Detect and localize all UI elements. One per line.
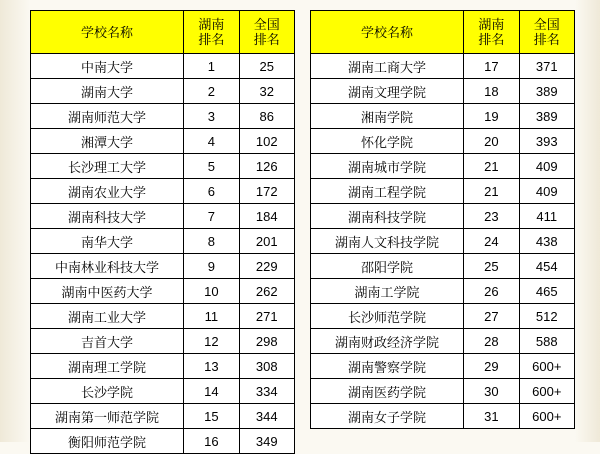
province-rank-cell: 21 — [464, 179, 519, 204]
table-row — [31, 304, 295, 329]
school-name-cell: 湖南农业大学 — [31, 179, 184, 204]
province-rank-cell: 13 — [184, 354, 239, 379]
table-row — [311, 404, 575, 429]
school-name-cell: 长沙理工大学 — [31, 154, 184, 179]
table-row — [31, 254, 295, 279]
province-rank-cell: 31 — [464, 404, 519, 429]
column-header-province-rank — [464, 11, 519, 54]
table-row — [31, 404, 295, 429]
province-rank-cell: 2 — [184, 79, 239, 104]
province-rank-cell: 12 — [184, 329, 239, 354]
column-header-province-rank-line1: 湖南 — [198, 17, 225, 32]
right-ranking-table — [310, 10, 575, 429]
school-name-cell: 中南大学 — [31, 54, 184, 79]
school-name-cell: 怀化学院 — [311, 129, 464, 154]
right-table-body — [311, 54, 575, 429]
left-table-body — [31, 54, 295, 454]
table-row — [311, 204, 575, 229]
school-name-cell: 湖南师范大学 — [31, 104, 184, 129]
school-name-cell: 湖南工程学院 — [311, 179, 464, 204]
national-rank-cell: 334 — [239, 379, 294, 404]
national-rank-cell: 411 — [519, 204, 574, 229]
school-name-cell: 湖南科技学院 — [311, 204, 464, 229]
province-rank-cell: 1 — [184, 54, 239, 79]
national-rank-cell: 600+ — [519, 404, 574, 429]
table-row — [31, 129, 295, 154]
page-left-edge-shading — [0, 0, 30, 442]
national-rank-cell: 271 — [239, 304, 294, 329]
province-rank-cell: 16 — [184, 429, 239, 454]
province-rank-cell: 25 — [464, 254, 519, 279]
table-row — [31, 104, 295, 129]
national-rank-cell: 32 — [239, 79, 294, 104]
province-rank-cell: 11 — [184, 304, 239, 329]
table-row — [311, 179, 575, 204]
province-rank-cell: 3 — [184, 104, 239, 129]
table-row — [31, 79, 295, 104]
national-rank-cell: 184 — [239, 204, 294, 229]
column-header-school-name-line1: 学校名称 — [81, 24, 134, 40]
school-name-cell: 湖南工业大学 — [31, 304, 184, 329]
national-rank-cell: 409 — [519, 179, 574, 204]
column-header-national-rank-line1: 全国 — [253, 17, 280, 32]
school-name-cell: 湖南科技大学 — [31, 204, 184, 229]
school-name-cell: 湖南女子学院 — [311, 404, 464, 429]
table-row — [311, 104, 575, 129]
left-ranking-table — [30, 10, 295, 454]
table-row — [311, 279, 575, 304]
school-name-cell: 衡阳师范学院 — [31, 429, 184, 454]
national-rank-cell: 86 — [239, 104, 294, 129]
national-rank-cell: 588 — [519, 329, 574, 354]
national-rank-cell: 229 — [239, 254, 294, 279]
school-name-cell: 湖南文理学院 — [311, 79, 464, 104]
national-rank-cell: 371 — [519, 54, 574, 79]
province-rank-cell: 14 — [184, 379, 239, 404]
national-rank-cell: 600+ — [519, 379, 574, 404]
province-rank-cell: 7 — [184, 204, 239, 229]
table-row — [311, 54, 575, 79]
column-header-school-name — [31, 11, 184, 54]
province-rank-cell: 17 — [464, 54, 519, 79]
column-header-province-rank-line2: 排名 — [198, 32, 225, 47]
table-row — [31, 354, 295, 379]
school-name-cell: 湖南城市学院 — [311, 154, 464, 179]
school-name-cell: 长沙学院 — [31, 379, 184, 404]
school-name-cell: 湖南中医药大学 — [31, 279, 184, 304]
province-rank-cell: 8 — [184, 229, 239, 254]
column-header-national-rank-line1: 全国 — [533, 17, 560, 32]
province-rank-cell: 20 — [464, 129, 519, 154]
province-rank-cell: 19 — [464, 104, 519, 129]
province-rank-cell: 18 — [464, 79, 519, 104]
table-row — [311, 129, 575, 154]
school-name-cell: 长沙师范学院 — [311, 304, 464, 329]
school-name-cell: 湖南人文科技学院 — [311, 229, 464, 254]
header-row — [31, 11, 295, 54]
national-rank-cell: 454 — [519, 254, 574, 279]
column-header-national-rank-line2: 排名 — [533, 32, 560, 47]
province-rank-cell: 21 — [464, 154, 519, 179]
school-name-cell: 南华大学 — [31, 229, 184, 254]
province-rank-cell: 24 — [464, 229, 519, 254]
school-name-cell: 湖南财政经济学院 — [311, 329, 464, 354]
province-rank-cell: 27 — [464, 304, 519, 329]
table-row — [311, 254, 575, 279]
column-header-national-rank — [519, 11, 574, 54]
national-rank-cell: 393 — [519, 129, 574, 154]
province-rank-cell: 5 — [184, 154, 239, 179]
national-rank-cell: 262 — [239, 279, 294, 304]
column-header-province-rank-line2: 排名 — [478, 32, 505, 47]
national-rank-cell: 172 — [239, 179, 294, 204]
table-row — [311, 379, 575, 404]
left-table-header — [31, 11, 295, 54]
table-row — [311, 154, 575, 179]
table-row — [31, 379, 295, 404]
school-name-cell: 湘潭大学 — [31, 129, 184, 154]
school-name-cell: 湖南警察学院 — [311, 354, 464, 379]
province-rank-cell: 9 — [184, 254, 239, 279]
national-rank-cell: 201 — [239, 229, 294, 254]
table-row — [31, 279, 295, 304]
national-rank-cell: 25 — [239, 54, 294, 79]
province-rank-cell: 28 — [464, 329, 519, 354]
table-row — [311, 354, 575, 379]
school-name-cell: 吉首大学 — [31, 329, 184, 354]
national-rank-cell: 298 — [239, 329, 294, 354]
province-rank-cell: 6 — [184, 179, 239, 204]
national-rank-cell: 389 — [519, 79, 574, 104]
table-row — [311, 79, 575, 104]
school-name-cell: 湖南第一师范学院 — [31, 404, 184, 429]
province-rank-cell: 29 — [464, 354, 519, 379]
table-row — [31, 179, 295, 204]
table-row — [31, 154, 295, 179]
table-row — [31, 204, 295, 229]
left-ranking-table-container — [30, 10, 295, 450]
province-rank-cell: 30 — [464, 379, 519, 404]
national-rank-cell: 308 — [239, 354, 294, 379]
school-name-cell: 湖南理工学院 — [31, 354, 184, 379]
national-rank-cell: 409 — [519, 154, 574, 179]
national-rank-cell: 126 — [239, 154, 294, 179]
province-rank-cell: 10 — [184, 279, 239, 304]
province-rank-cell: 15 — [184, 404, 239, 429]
column-header-province-rank — [184, 11, 239, 54]
national-rank-cell: 465 — [519, 279, 574, 304]
national-rank-cell: 344 — [239, 404, 294, 429]
province-rank-cell: 4 — [184, 129, 239, 154]
national-rank-cell: 389 — [519, 104, 574, 129]
school-name-cell: 中南林业科技大学 — [31, 254, 184, 279]
school-name-cell: 邵阳学院 — [311, 254, 464, 279]
table-row — [311, 304, 575, 329]
right-table-header — [311, 11, 575, 54]
column-header-national-rank — [239, 11, 294, 54]
national-rank-cell: 349 — [239, 429, 294, 454]
column-header-national-rank-line2: 排名 — [253, 32, 280, 47]
table-row — [311, 329, 575, 354]
national-rank-cell: 102 — [239, 129, 294, 154]
table-row — [31, 229, 295, 254]
national-rank-cell: 512 — [519, 304, 574, 329]
column-header-school-name — [311, 11, 464, 54]
province-rank-cell: 26 — [464, 279, 519, 304]
province-rank-cell: 23 — [464, 204, 519, 229]
national-rank-cell: 600+ — [519, 354, 574, 379]
right-ranking-table-container — [310, 10, 575, 425]
national-rank-cell: 438 — [519, 229, 574, 254]
school-name-cell: 湖南大学 — [31, 79, 184, 104]
page-right-edge-shading — [575, 0, 600, 442]
column-header-province-rank-line1: 湖南 — [478, 17, 505, 32]
table-row — [31, 54, 295, 79]
table-row — [31, 429, 295, 454]
table-row — [31, 329, 295, 354]
school-name-cell: 湖南医药学院 — [311, 379, 464, 404]
header-row — [311, 11, 575, 54]
school-name-cell: 湖南工商大学 — [311, 54, 464, 79]
table-row — [311, 229, 575, 254]
column-header-school-name-line1: 学校名称 — [361, 24, 414, 40]
school-name-cell: 湘南学院 — [311, 104, 464, 129]
school-name-cell: 湖南工学院 — [311, 279, 464, 304]
